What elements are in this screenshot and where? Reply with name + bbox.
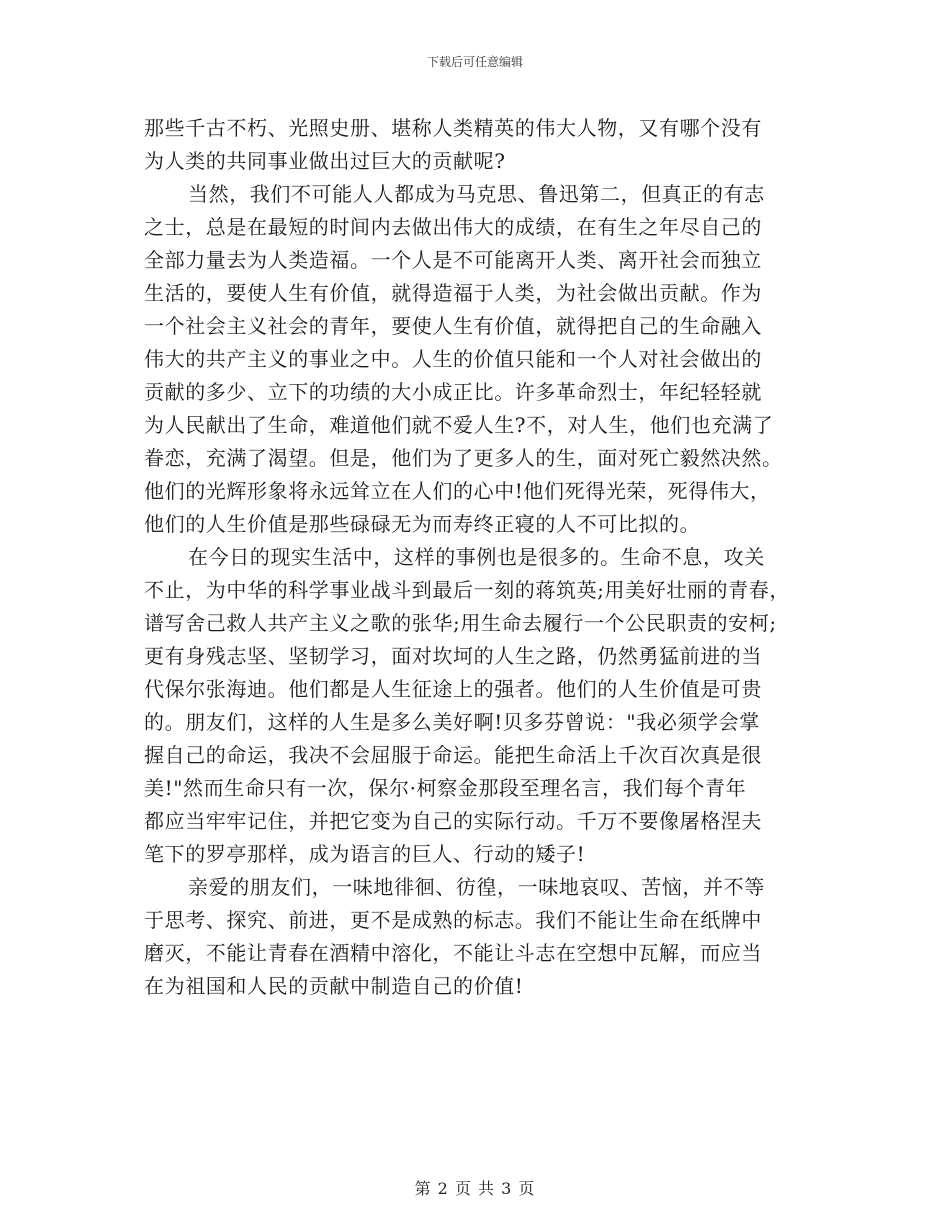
text-line: 他们的人生价值是那些碌碌无为而寿终正寝的人不可比拟的。 — [144, 512, 701, 536]
text-line: 伟大的共产主义的事业之中。人生的价值只能和一个人对社会做出的 — [144, 347, 762, 371]
text-line: 美!"然而生命只有一次，保尔·柯察金那段至理名言，我们每个青年 — [144, 776, 747, 800]
paragraph-start-line: 亲爱的朋友们，一味地徘徊、彷徨，一味地哀叹、苦恼，并不等 — [188, 875, 765, 899]
text-line: 那些千古不朽、光照史册、堪称人类精英的伟大人物，又有哪个没有 — [144, 116, 762, 140]
paragraph-start-line: 在今日的现实生活中，这样的事例也是很多的。生命不息，攻关 — [188, 545, 765, 569]
text-line: 一个社会主义社会的青年，要使人生有价值，就得把自己的生命融入 — [144, 314, 762, 338]
text-line: 代保尔张海迪。他们都是人生征途上的强者。他们的人生价值是可贵 — [144, 677, 762, 701]
page-header: 下载后可任意编辑 — [426, 55, 523, 69]
text-line: 磨灭，不能让青春在酒精中溶化，不能让斗志在空想中瓦解，而应当 — [144, 941, 762, 965]
text-line: 他们的光辉形象将永远耸立在人们的心中!他们死得光荣，死得伟大， — [144, 479, 771, 503]
text-line: 都应当牢牢记住，并把它变为自己的实际行动。千万不要像屠格涅夫 — [144, 809, 762, 833]
text-line: 贡献的多少、立下的功绩的大小成正比。许多革命烈士，年纪轻轻就 — [144, 380, 762, 404]
text-line: 不止，为中华的科学事业战斗到最后一刻的蒋筑英;用美好壮丽的青春， — [144, 578, 790, 602]
text-line: 生活的，要使人生有价值，就得造福于人类，为社会做出贡献。作为 — [144, 281, 762, 305]
page-footer: 第 2 页 共 3 页 — [414, 1179, 536, 1198]
text-line: 的。朋友们，这样的人生是多么美好啊!贝多芬曾说："我必须学会掌 — [144, 710, 760, 734]
text-line: 更有身残志坚、坚韧学习，面对坎坷的人生之路，仍然勇猛前进的当 — [144, 644, 762, 668]
text-line: 握自己的命运，我决不会屈服于命运。能把生命活上千次百次真是很 — [144, 743, 762, 767]
text-line: 笔下的罗亭那样，成为语言的巨人、行动的矮子! — [144, 842, 586, 866]
body-text — [144, 112, 812, 1003]
text-line: 在为祖国和人民的贡献中制造自己的价值! — [144, 974, 524, 998]
paragraph-start-line: 当然，我们不可能人人都成为马克思、鲁迅第二，但真正的有志 — [188, 182, 765, 206]
text-line: 之士，总是在最短的时间内去做出伟大的成绩，在有生之年尽自己的 — [144, 215, 762, 239]
text-line: 眷恋，充满了渴望。但是，他们为了更多人的生，面对死亡毅然决然。 — [144, 446, 783, 470]
text-line: 于思考、探究、前进，更不是成熟的标志。我们不能让生命在纸牌中 — [144, 908, 762, 932]
text-line: 谱写舍己救人共产主义之歌的张华;用生命去履行一个公民职责的安柯; — [144, 611, 777, 635]
text-line: 全部力量去为人类造福。一个人是不可能离开人类、离开社会而独立 — [144, 248, 762, 272]
text-line: 为人民献出了生命，难道他们就不爱人生?不，对人生，他们也充满了 — [144, 413, 774, 437]
text-line: 为人类的共同事业做出过巨大的贡献呢? — [144, 149, 506, 173]
